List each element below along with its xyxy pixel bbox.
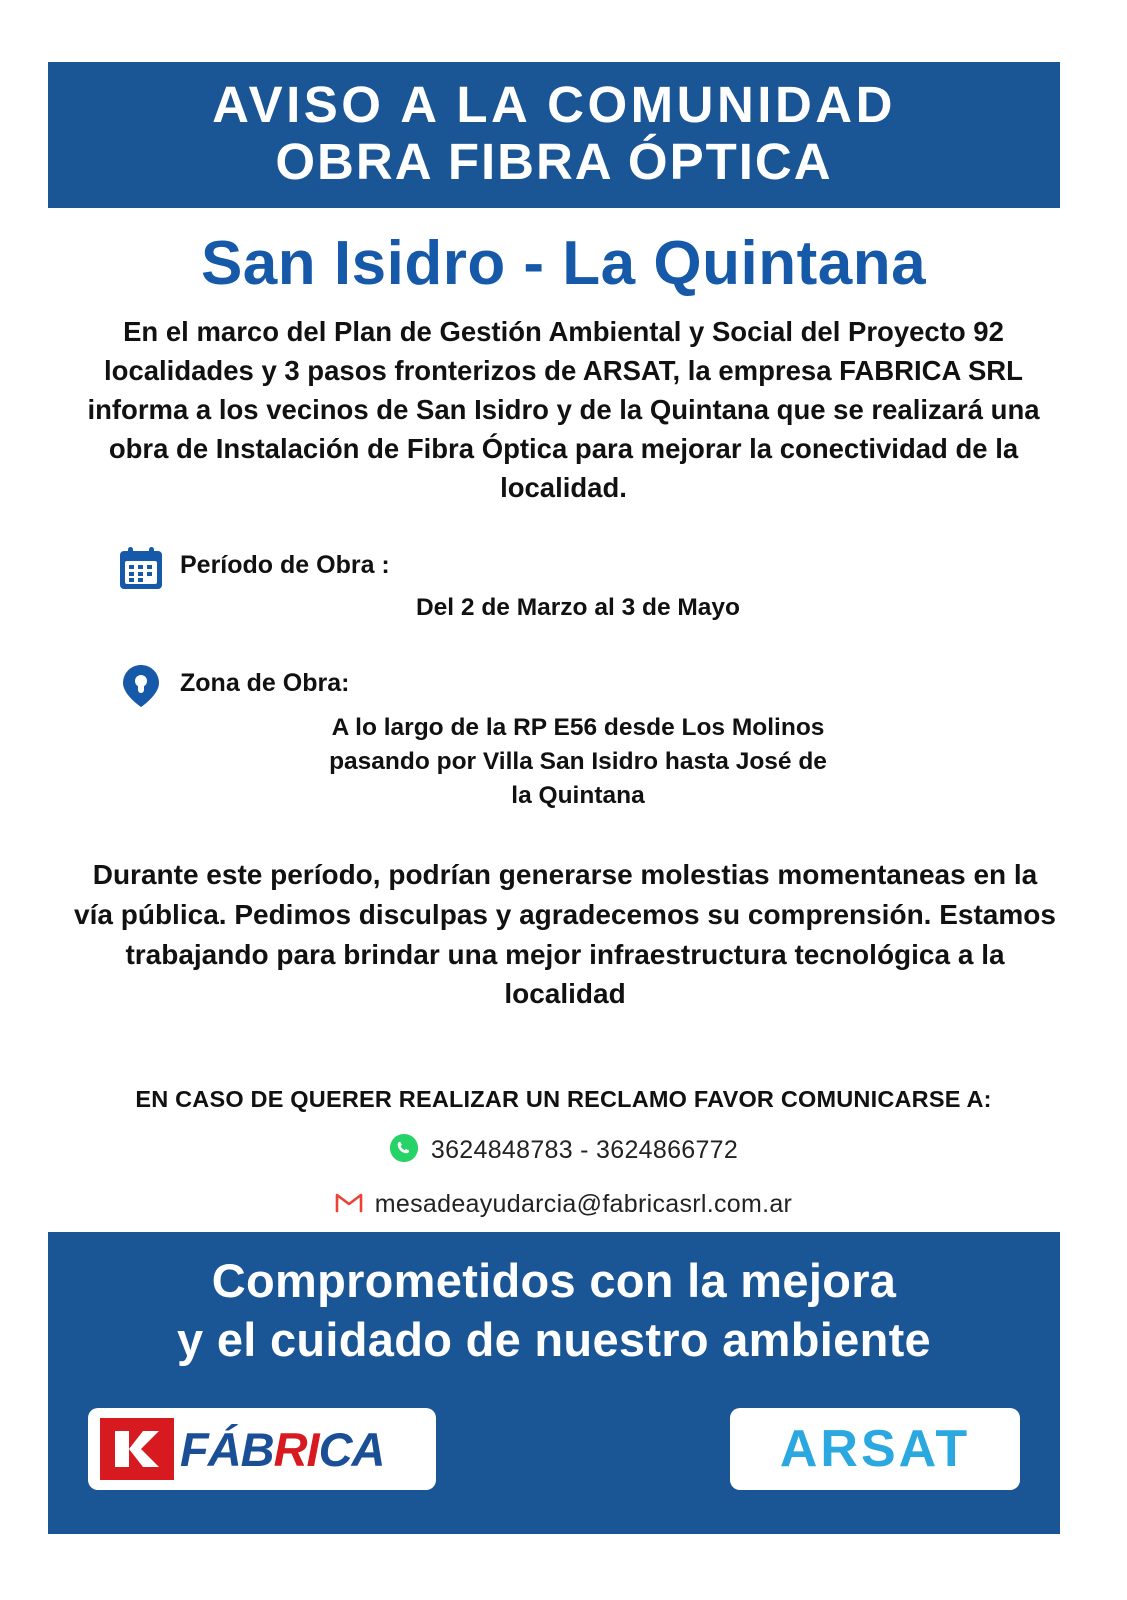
fabrica-mark-icon — [100, 1418, 174, 1480]
email-contact-row[interactable] — [0, 1190, 1127, 1219]
period-label: Período de Obra : — [180, 551, 390, 579]
footer-slogan-line2: y el cuidado de nuestro ambiente — [177, 1312, 931, 1366]
disruption-paragraph: Durante este período, podrían generarse molestias momentaneas en la vía pública. Pedimos disculpas y agradecemos su comprensión. Estamos trabajando para brindar una mejor infraestructura tecnológica a la localidad — [74, 859, 1056, 1010]
footer-slogan-line1: Comprometidos con la mejora — [211, 1254, 897, 1307]
fabrica-logo — [88, 1408, 436, 1490]
top-banner — [48, 62, 1060, 208]
footer-slogan — [48, 1252, 1060, 1370]
period-value: Del 2 de Marzo al 3 de Mayo — [415, 594, 741, 621]
bottom-banner — [48, 1232, 1060, 1534]
locality-title: San Isidro - La Quintana — [200, 229, 927, 298]
intro-paragraph: En el marco del Plan de Gestión Ambiental y Social del Proyecto 92 localidades y 3 pasos fronterizos de ARSAT, la empresa FABRICA SRL informa a los vecinos de San Isidro y de la Quintana que se realizará una obra de Instalación de Fibra Óptica para mejorar la conectividad de la localidad. — [87, 316, 1040, 504]
arsat-logo — [730, 1408, 1020, 1490]
zone-value: A lo largo de la RP E56 desde Los Molinos pasando por Villa San Isidro hasta José de la Quintana — [329, 714, 827, 809]
fabrica-wordmark — [180, 1422, 384, 1477]
fabrica-word-part1: FÁB — [180, 1422, 274, 1476]
info-block — [118, 545, 1018, 883]
fabrica-word-part2: RI — [273, 1422, 319, 1476]
arsat-wordmark: ARSAT — [779, 1420, 971, 1478]
claim-heading: EN CASO DE QUERER REALIZAR UN RECLAMO FAVOR COMUNICARSE A: — [135, 1086, 992, 1112]
gmail-icon — [335, 1191, 363, 1218]
email-address: mesadeayudarcia@fabricasrl.com.ar — [374, 1190, 793, 1218]
zone-row — [118, 663, 1018, 873]
period-row — [118, 545, 1018, 645]
calendar-icon — [118, 545, 164, 591]
fabrica-word-part3: CA — [318, 1422, 385, 1476]
whatsapp-numbers: 3624848783 - 3624866772 — [430, 1136, 739, 1164]
whatsapp-icon — [389, 1133, 419, 1168]
banner-title-line1: AVISO A LA COMUNIDAD — [212, 76, 896, 133]
location-pin-icon — [118, 663, 164, 709]
zone-label: Zona de Obra: — [180, 669, 350, 697]
banner-title-line2: OBRA FIBRA ÓPTICA — [275, 133, 833, 191]
whatsapp-contact-row[interactable] — [0, 1133, 1127, 1168]
